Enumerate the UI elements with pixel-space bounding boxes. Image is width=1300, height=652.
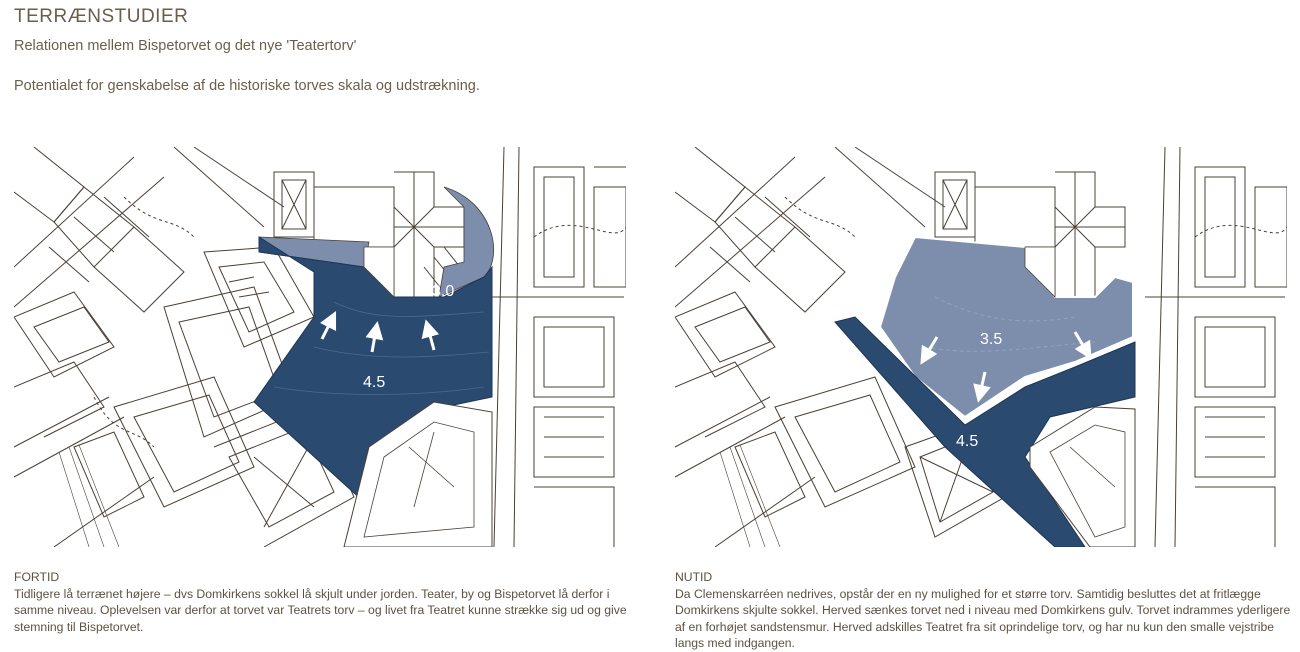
page-subtitle: Relationen mellem Bispetorvet og det nye 'Teatertorv' xyxy=(14,38,357,54)
map-fortid-drawing xyxy=(14,147,626,547)
page-title: TERRÆNSTUDIER xyxy=(14,6,189,27)
caption-nutid-body: Da Clemenskarréen nedrives, opstår der en ny mulighed for et større torv. Samtidig besluttes det at fritlægge Domkirkens skjulte sokkel. Herved sænkes torvet ned i niveau med Domkirkens gulv. Torvet indrammes yderligere af en forhøjet sandstensmur. Herved adskilles Teatret fra sit oprindelige torv, og har nu kun den smalle vejstribe langs med indgangen. xyxy=(675,586,1291,650)
level-label-lower: 4.5 xyxy=(363,374,386,391)
page-lead-text: Potentialet for genskabelse af de historiske torves skala og udstrækning. xyxy=(14,78,480,94)
map-fortid xyxy=(14,147,626,547)
map-nutid-drawing xyxy=(675,147,1287,547)
level-label-upper: 3.5 xyxy=(980,331,1003,348)
caption-fortid-body: Tidligere lå terrænet højere – dvs Domkirkens sokkel lå skjult under jorden. Teater, by og Bispetorvet lå derfor i samme niveau. Oplevelsen var derfor at torvet var Teatrets torv – og livet fra Teatret kunne strække sig ud og give stemning til Bispetorvet. xyxy=(14,586,627,634)
level-label-lower: 4.5 xyxy=(956,433,979,450)
caption-fortid-heading: FORTID xyxy=(14,570,60,584)
caption-fortid xyxy=(14,569,634,635)
level-label-upper: 3.0 xyxy=(432,283,455,300)
map-nutid xyxy=(675,147,1287,547)
caption-nutid-heading: NUTID xyxy=(675,570,713,584)
caption-nutid xyxy=(675,569,1295,652)
